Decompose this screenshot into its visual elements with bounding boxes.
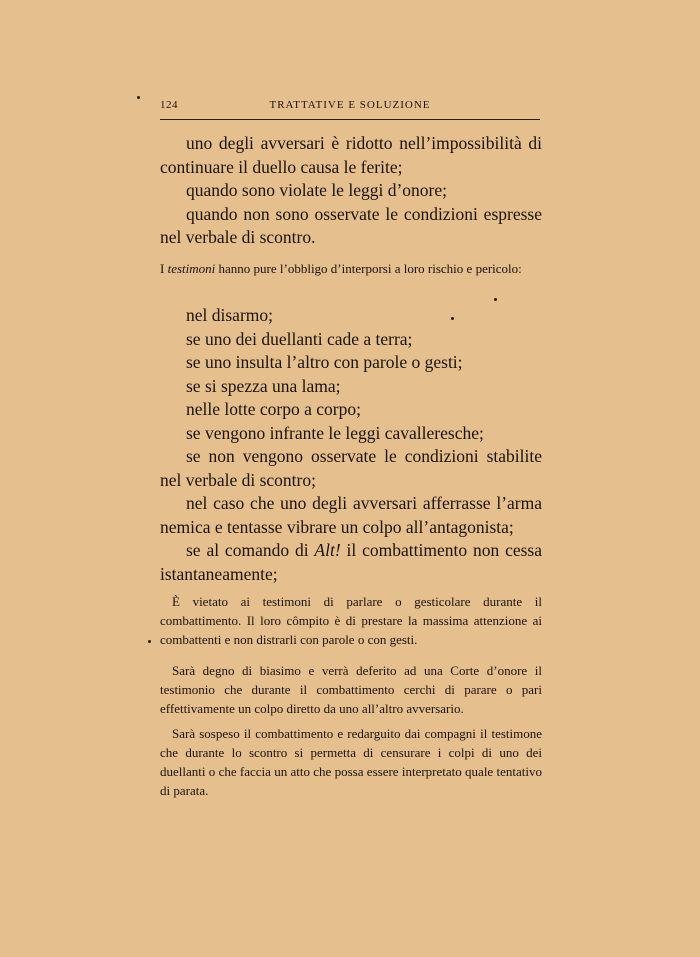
list-item: nelle lotte corpo a corpo; — [186, 399, 361, 419]
list-item: nel caso che uno degli avversari afferrasse l’arma nemica e tentasse vibrare un colpo all’antagonista; — [160, 493, 542, 537]
list-item: se si spezza una lama; — [186, 375, 341, 396]
conditions-list-2 — [160, 304, 542, 586]
paragraph-witness-blame: Sarà degno di biasimo e verrà deferito ad una Corte d’onore il testimonio che durante il combattimento cerchi di parare o pari effettivamente un colpo diretto da uno all’altro avversario. — [160, 663, 542, 716]
list-item: se uno insulta l’altro con parole o gesti; — [186, 352, 463, 372]
print-speck — [451, 317, 454, 320]
list-item: quando sono violate le leggi d’onore; — [186, 180, 447, 200]
paragraph-witness-suspension: Sarà sospeso il combattimento e redarguito dai compagni il testimone che durante lo scontro si permetta di censurare i colpi di uno dei duellanti o che faccia un atto che possa essere interpretato quale tentativo di parata. — [160, 726, 542, 798]
rules-paragraphs — [160, 592, 542, 800]
page-number: 124 — [160, 99, 178, 111]
list-item-last — [160, 539, 542, 586]
list-item: se uno dei duellanti cade a terra; — [186, 328, 413, 349]
paragraph-witness-silence: È vietato ai testimoni di parlare o gesticolare durante il combattimento. Il loro cômpito è di prestare la massima attenzione ai combattenti e non distrarli con parole o con gesti. — [160, 594, 542, 647]
print-speck — [494, 298, 497, 301]
intro-emphasis: testimoni — [167, 261, 216, 276]
page-header — [160, 99, 540, 120]
running-title: TRATTATIVE E SOLUZIONE — [269, 99, 431, 111]
print-speck — [137, 96, 140, 99]
list-item: quando non sono osservate le condizioni espresse nel verbale di scontro. — [160, 203, 542, 247]
list-item: se vengono infrante le leggi cavalleresche; — [186, 422, 484, 443]
list-item: se non vengono osservate le condizioni stabilite nel verbale di scontro; — [160, 446, 542, 490]
last-item-after: il combattimento non cessa istantaneamente; — [160, 540, 542, 584]
intro-rest: hanno pure l’obbligo d’interporsi a loro rischio e pericolo: — [215, 261, 522, 276]
intro-paragraph — [160, 259, 542, 278]
alt-emphasis: Alt! — [314, 540, 341, 560]
print-speck — [148, 640, 151, 643]
list-item: uno degli avversari è ridotto nell’impossibilità di continuare il duello causa le ferite; — [160, 133, 542, 177]
intro-lead: I — [160, 261, 168, 276]
last-item-before: se al comando di — [186, 540, 315, 560]
conditions-list-1 — [160, 132, 542, 250]
list-item: nel disarmo; — [186, 305, 273, 325]
